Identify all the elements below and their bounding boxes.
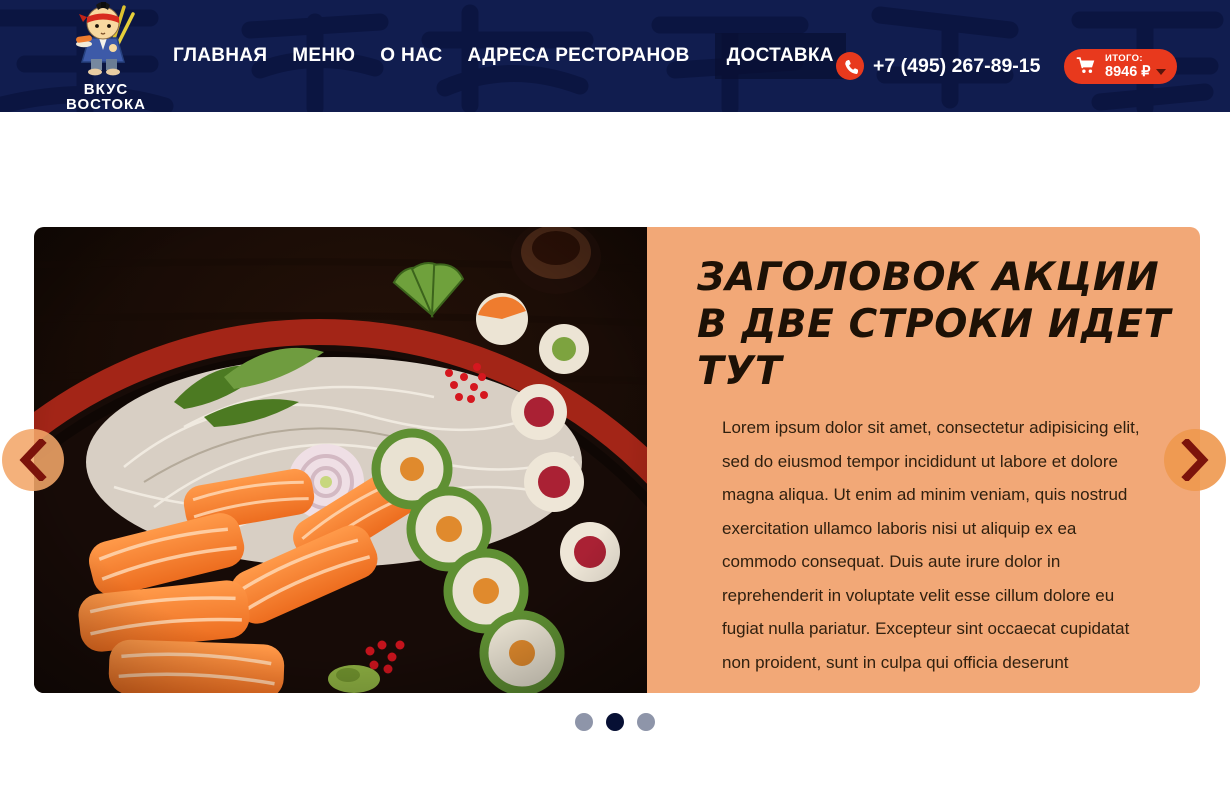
nav-item-delivery[interactable]: ДОСТАВКА: [715, 33, 846, 79]
slider-dot-2[interactable]: [606, 713, 624, 731]
chevron-down-icon: [1156, 69, 1166, 75]
phone-icon: [836, 52, 864, 80]
promo-title-line-2: В ДВЕ СТРОКИ ИДЕТ ТУТ: [697, 302, 1171, 394]
chevron-left-icon: [18, 439, 48, 481]
promo-photo: [34, 227, 647, 693]
cart-info: [1105, 54, 1166, 80]
nav-item-addresses[interactable]: АДРЕСА РЕСТОРАНОВ: [467, 45, 690, 66]
phone-number[interactable]: +7 (495) 267-89-15: [873, 54, 1041, 77]
logo-line-2: ВОСТОКА: [65, 96, 147, 112]
logo-text: [62, 82, 150, 112]
logo-line-1: ВКУС: [83, 81, 129, 98]
nav-item-home[interactable]: ГЛАВНАЯ: [173, 45, 268, 66]
cart-button[interactable]: [1064, 49, 1177, 84]
cart-total-label: ИТОГО:: [1105, 52, 1143, 64]
slider-dots: [0, 713, 1230, 731]
nav-item-menu[interactable]: МЕНЮ: [292, 45, 356, 66]
slider-dot-3[interactable]: [637, 713, 655, 731]
slider-next-button[interactable]: [1164, 429, 1226, 491]
cart-total-value: 8946 ₽: [1105, 64, 1151, 80]
site-header: [0, 0, 1230, 112]
sushi-chef-mascot-icon: [66, 2, 146, 76]
promo-panel: [647, 227, 1200, 693]
slider-prev-button[interactable]: [2, 429, 64, 491]
promo-title: [697, 254, 1200, 395]
promo-title-line-1: ЗАГОЛОВОК АКЦИИ: [697, 255, 1160, 300]
promo-slider: [34, 227, 1200, 693]
phone-block: [836, 52, 1041, 80]
logo[interactable]: [62, 2, 150, 112]
slider-dot-1[interactable]: [575, 713, 593, 731]
cart-icon: [1076, 57, 1097, 76]
main-nav: [173, 0, 846, 112]
promo-body-text: Lorem ipsum dolor sit amet, consectetur adipisicing elit, sed do eiusmod tempor incididunt ut labore et dolore magna aliqua. Ut enim ad minim veniam, quis nostrud exercitation ullamco laboris nisi ut aliquip ex ea commodo consequat. Duis aute irure dolor in reprehenderit in voluptate velit esse cillum dolore eu fugiat nulla pariatur. Excepteur sint occaecat cupidatat non proident, sunt in culpa qui officia deserunt: [722, 418, 1140, 672]
chevron-right-icon: [1180, 439, 1210, 481]
nav-item-about[interactable]: О НАС: [380, 45, 443, 66]
